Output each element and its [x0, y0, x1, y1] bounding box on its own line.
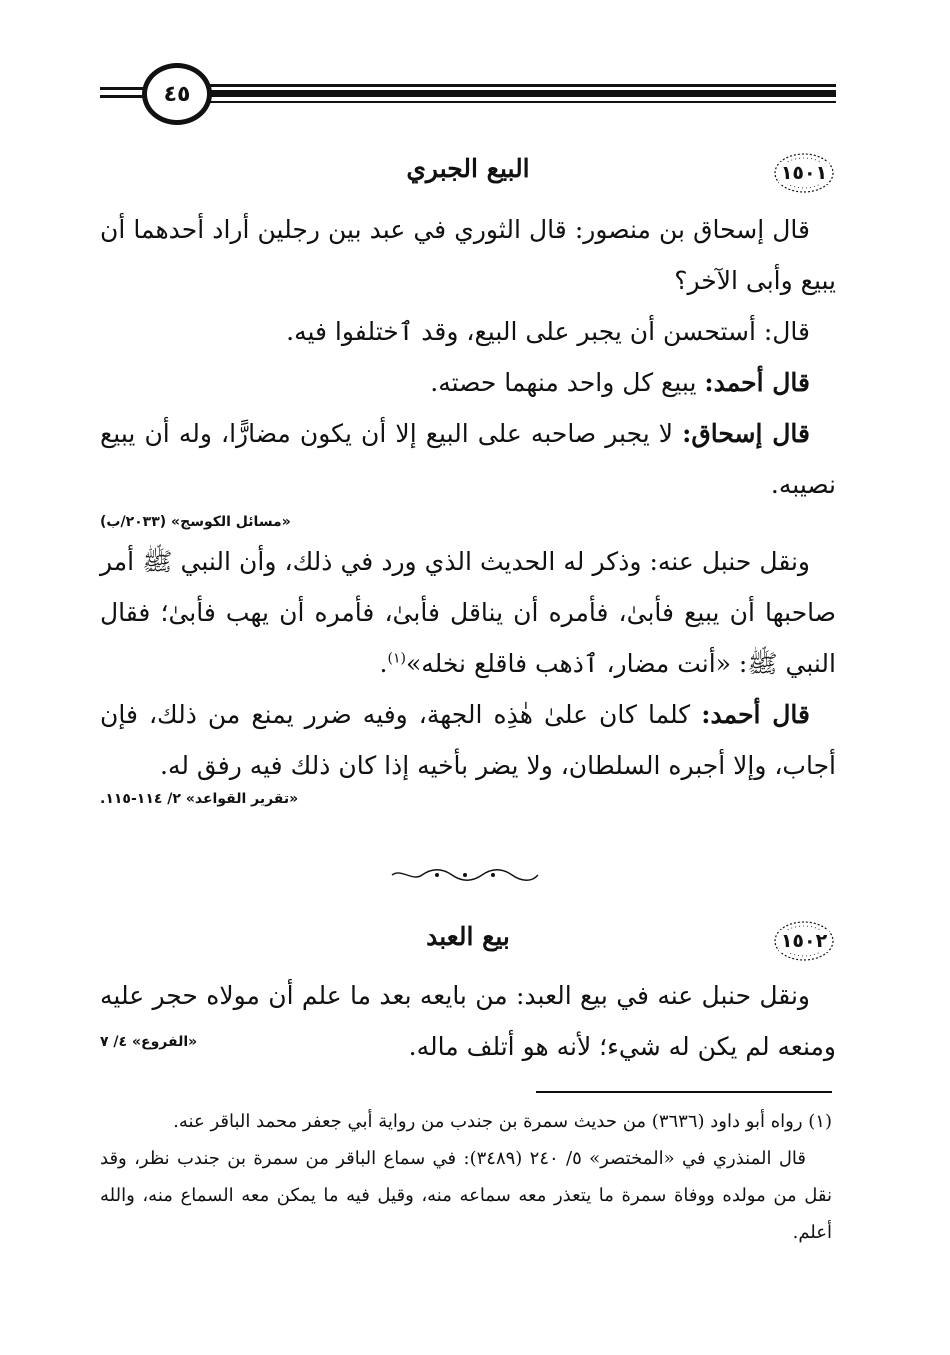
footnote: (١) رواه أبو داود (٣٦٣٦) من حديث سمرة بن جندب من رواية أبي جعفر محمد الباقر عنه.: [173, 1111, 832, 1132]
paragraph: [100, 689, 836, 791]
paragraph-text: لا يجبر صاحبه على البيع إلا أن يكون مضارًّا، وله أن يبيع نصيبه.: [100, 419, 836, 499]
section-number: ١٥٠٢: [780, 930, 828, 952]
footnote-marker[interactable]: (١): [387, 650, 406, 667]
section-divider-ornament-icon: [390, 868, 540, 882]
paragraph: [100, 408, 836, 510]
header-rule: [200, 101, 836, 103]
header-rule: [200, 90, 836, 97]
footnote: قال المنذري في «المختصر» ٥/ ٢٤٠ (٣٤٨٩): في سماع الباقر من سمرة بن جندب نظر، وقد نقل من مولده ووفاة سمرة ما يتعذر معه سماعه منه، وقيل فيه ما يمكن معه السماع منه، والله أعلم.: [100, 1148, 832, 1243]
paragraph: [100, 357, 836, 408]
paragraph: [100, 536, 836, 689]
paragraph-text: .: [379, 649, 388, 678]
section-body: [100, 970, 836, 1072]
footnote-separator: [536, 1091, 832, 1093]
page-number: ٤٥: [163, 81, 191, 107]
paragraph: قال: أستحسن أن يجبر على البيع، وقد ٱختلفوا فيه.: [286, 317, 810, 346]
paragraph-text: يبيع كل واحد منهما حصته.: [430, 368, 705, 397]
page-header: [100, 60, 836, 130]
source-citation: «الفروع» ٤/ ٧: [100, 1034, 198, 1050]
section-number: ١٥٠١: [780, 162, 828, 184]
footnotes: [100, 1103, 832, 1251]
source-citation: «تقرير القواعد» ٢/ ١١٤-١١٥.: [100, 791, 299, 807]
paragraph: ونقل حنبل عنه في بيع العبد: من بايعه بعد ما علم أن مولاه حجر عليه ومنعه لم يكن له شيء؛ لأنه هو أتلف ماله.: [100, 981, 836, 1061]
section-heading: [100, 150, 836, 200]
section-body: [100, 204, 836, 807]
speaker-label: قال أحمد:: [701, 700, 810, 729]
page-number-frame: [142, 63, 212, 125]
section-title: البيع الجبري: [406, 154, 530, 183]
speaker-label: قال أحمد:: [704, 368, 810, 397]
paragraph-text: كلما كان علىٰ هٰذِه الجهة، وفيه ضرر يمنع من ذلك، فإن أجاب، وإلا أجبره السلطان، ولا يضر بأخيه إذا كان ذلك فيه رفق له.: [100, 700, 836, 780]
paragraph: قال إسحاق بن منصور: قال الثوري في عبد بين رجلين أراد أحدهما أن يبيع وأبى الآخر؟: [100, 215, 836, 295]
section-title: بيع العبد: [426, 922, 510, 951]
speaker-label: قال إسحاق:: [682, 419, 810, 448]
section-heading: [100, 918, 836, 968]
paragraph-text: ونقل حنبل عنه: وذكر له الحديث الذي ورد في ذلك، وأن النبي ﷺ أمر صاحبها أن يبيع فأبىٰ، فأمره أن يناقل فأبىٰ، فأمره أن يهب فأبىٰ؛ فقال النبي ﷺ: «أنت مضار، ٱذهب فاقلع نخله»: [100, 547, 836, 678]
header-rule: [200, 84, 836, 87]
source-citation: «مسائل الكوسج» (٢٠٣٣/ب): [100, 514, 291, 530]
